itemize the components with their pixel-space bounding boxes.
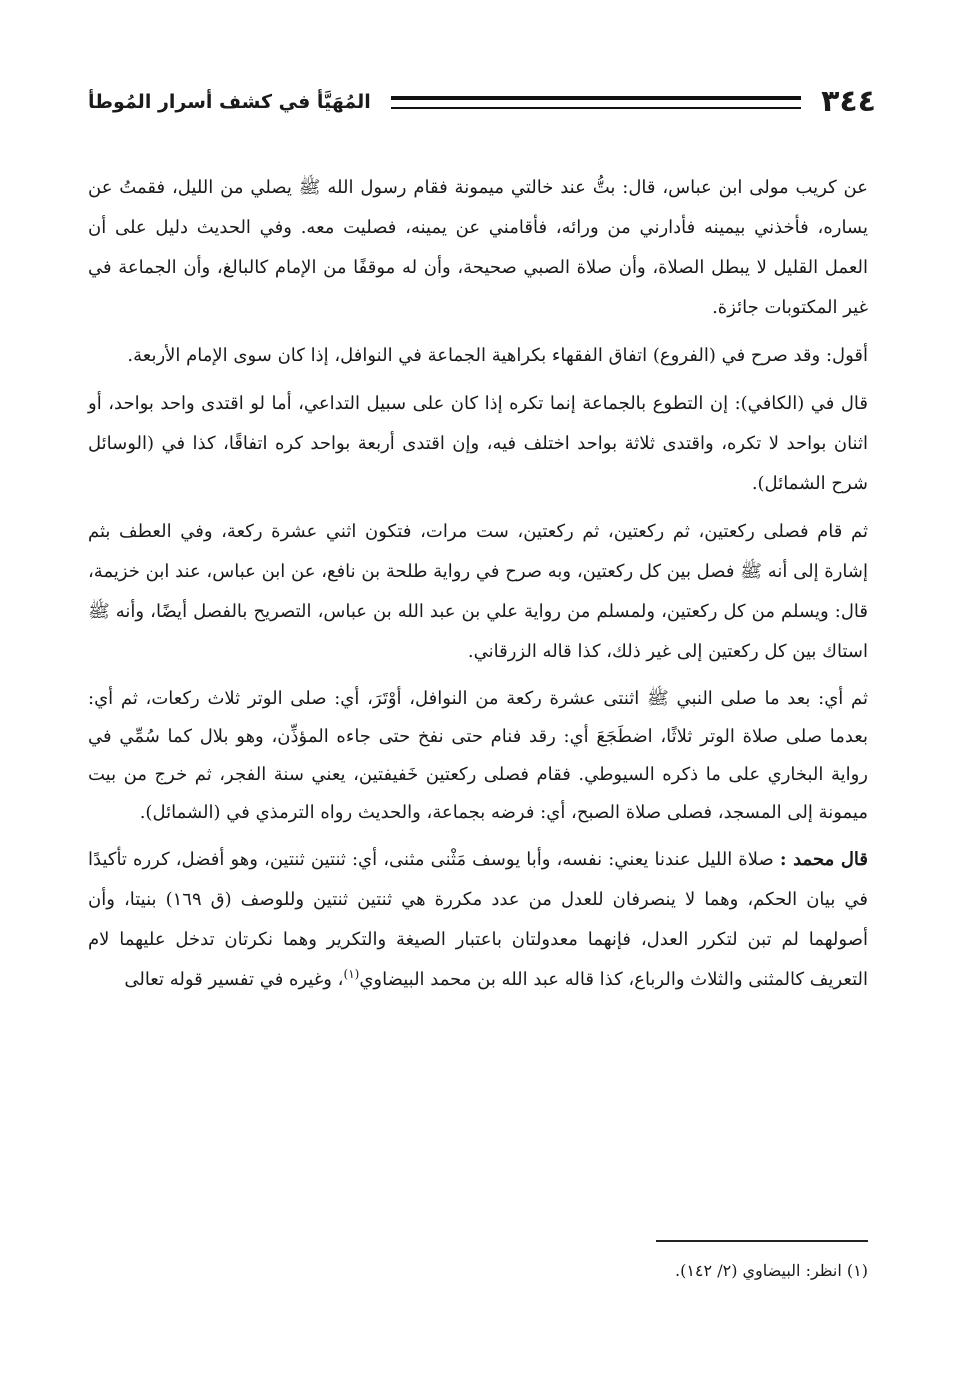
running-header bbox=[88, 82, 876, 122]
footnote: (١) انظر: البيضاوي (٢/ ١٤٢). bbox=[675, 1261, 868, 1280]
paragraph-2: أقول: وقد صرح في (الفروع) اتفاق الفقهاء بكراهية الجماعة في النوافل، إذا كان سوى الإمام الأربعة. bbox=[127, 345, 868, 366]
footnote-reference: (١) bbox=[343, 967, 360, 981]
page-number: ٣٤٤ bbox=[821, 84, 876, 119]
footnote-separator bbox=[656, 1240, 868, 1242]
running-title: المُهَيَّأ في كشف أسرار المُوطأ bbox=[88, 91, 371, 113]
paragraph-6-text: صلاة الليل عندنا يعني: نفسه، وأبا يوسف مَثْنى مثنى، أي: ثنتين ثنتين، وهو أفضل، كرره تأكيدًا في بيان الحكم، وهما لا ينصرفان للعدل من عدد مكررة هي ثنتين ثنتين وللوصف (ق ١٦٩) بنيتا، وأن أصولهما لم تبن لتكرر العدل، فإنهما معدولتان باعتبار الصيغة والتكرير وهما نكرتان تدخل عليهما لام التعريف كالمثنى والثلاث والرباع، كذا قاله عبد الله بن محمد البيضاوي bbox=[88, 849, 868, 990]
paragraph-5: ثم أي: بعد ما صلى النبي ﷺ اثنتى عشرة ركعة من النوافل، أوْتَرَ، أي: صلى الوتر ثلاث ركعات، ثم أي: بعدما صلى صلاة الوتر ثلاثًا، اضطَجَعَ أي: رقد فنام حتى نفخ حتى جاءه المؤذِّن، وهو بلال كما سُمِّي في رواية البخاري على ما ذكره السيوطي. فقام فصلى ركعتين خَفيفتين، يعني سنة الفجر، ثم خرج من بيت ميمونة إلى المسجد، فصلى صلاة الصبح، أي: فرضه بجماعة، والحديث رواه الترمذي في (الشمائل). bbox=[88, 688, 868, 823]
paragraph-6 bbox=[88, 840, 868, 1000]
header-rule bbox=[391, 96, 801, 109]
main-text bbox=[88, 168, 868, 1008]
paragraph-1: عن كريب مولى ابن عباس، قال: بتُّ عند خالتي ميمونة فقام رسول الله ﷺ يصلي من الليل، فقمتُ عن يساره، فأخذني بيمينه فأدارني من ورائه، فأقامني عن يمينه، فصليت معه. وفي الحديث دليل على أن العمل القليل لا يبطل الصلاة، وأن صلاة الصبي صحيحة، وأن له موقفًا من الإمام كالبالغ، وأن الجماعة في غير المكتوبات جائزة. bbox=[88, 177, 868, 318]
paragraph-3: قال في (الكافي): إن التطوع بالجماعة إنما تكره إذا كان على سبيل التداعي، أما لو اقتدى واحد بواحد، أو اثنان بواحد لا تكره، واقتدى ثلاثة بواحد اختلف فيه، وإن اقتدى أربعة بواحد كره اتفاقًا، كذا في (الوسائل شرح الشمائل). bbox=[88, 393, 869, 494]
paragraph-6-tail: ، وغيره في تفسير قوله تعالى bbox=[124, 969, 344, 990]
paragraph-lead: قال محمد : bbox=[779, 849, 868, 870]
paragraph-4: ثم قام فصلى ركعتين، ثم ركعتين، ثم ركعتين، ست مرات، فتكون اثني عشرة ركعة، وفي العطف بثم إشارة إلى أنه ﷺ فصل بين كل ركعتين، وبه صرح في رواية طلحة بن نافع، عن ابن عباس، عند ابن خزيمة، قال: ويسلم من كل ركعتين، ولمسلم من رواية علي بن عبد الله بن عباس، التصريح بالفصل أيضًا، وأنه ﷺ استاك بين كل ركعتين إلى غير ذلك، كذا قاله الزرقاني. bbox=[88, 521, 868, 662]
